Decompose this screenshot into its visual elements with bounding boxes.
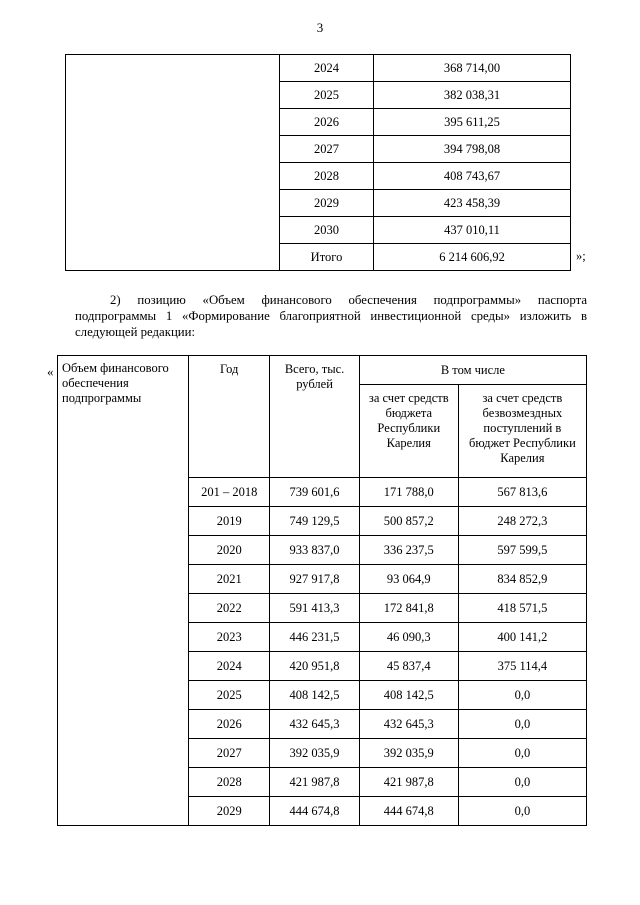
year-cell: 2026	[189, 710, 270, 739]
amount-cell: 408 743,67	[374, 163, 571, 190]
year-cell: 201 – 2018	[189, 478, 270, 507]
total-cell: 927 917,8	[270, 565, 359, 594]
total-cell: 591 413,3	[270, 594, 359, 623]
header-including: В том числе	[359, 356, 586, 385]
header-year: Год	[189, 356, 270, 478]
gratuitous-cell: 597 599,5	[458, 536, 586, 565]
gratuitous-cell: 567 813,6	[458, 478, 586, 507]
year-cell: 2026	[280, 109, 374, 136]
year-cell: 2028	[280, 163, 374, 190]
gratuitous-cell: 375 114,4	[458, 652, 586, 681]
budget-cell: 500 857,2	[359, 507, 458, 536]
header-total: Всего, тыс. рублей	[270, 356, 359, 478]
budget-cell: 421 987,8	[359, 768, 458, 797]
year-cell: 2029	[280, 190, 374, 217]
total-cell: 408 142,5	[270, 681, 359, 710]
year-cell: Итого	[280, 244, 374, 271]
budget-cell: 432 645,3	[359, 710, 458, 739]
year-cell: 2019	[189, 507, 270, 536]
year-cell: 2021	[189, 565, 270, 594]
year-cell: 2027	[280, 136, 374, 163]
total-cell: 432 645,3	[270, 710, 359, 739]
year-cell: 2022	[189, 594, 270, 623]
amount-cell: 368 714,00	[374, 55, 571, 82]
amount-cell: 423 458,39	[374, 190, 571, 217]
year-cell: 2020	[189, 536, 270, 565]
gratuitous-cell: 0,0	[458, 797, 586, 826]
header-gratuitous: за счет средств безвозмездных поступлений в бюджет Республики Карелия	[458, 385, 586, 478]
total-cell: 421 987,8	[270, 768, 359, 797]
budget-cell: 45 837,4	[359, 652, 458, 681]
header-budget: за счет средств бюджета Республики Карелия	[359, 385, 458, 478]
total-cell: 392 035,9	[270, 739, 359, 768]
header-row	[58, 356, 587, 385]
total-cell: 446 231,5	[270, 623, 359, 652]
budget-cell: 172 841,8	[359, 594, 458, 623]
financing-table-continued	[65, 54, 571, 271]
year-cell: 2029	[189, 797, 270, 826]
budget-cell: 46 090,3	[359, 623, 458, 652]
amount-cell: 395 611,25	[374, 109, 571, 136]
year-cell: 2025	[189, 681, 270, 710]
total-cell: 739 601,6	[270, 478, 359, 507]
year-cell: 2024	[280, 55, 374, 82]
budget-cell: 392 035,9	[359, 739, 458, 768]
year-cell: 2027	[189, 739, 270, 768]
gratuitous-cell: 248 272,3	[458, 507, 586, 536]
gratuitous-cell: 400 141,2	[458, 623, 586, 652]
total-cell: 749 129,5	[270, 507, 359, 536]
year-cell: 2030	[280, 217, 374, 244]
budget-cell: 93 064,9	[359, 565, 458, 594]
budget-cell: 444 674,8	[359, 797, 458, 826]
amount-cell: 6 214 606,92	[374, 244, 571, 271]
page-number: 3	[316, 20, 324, 35]
year-cell: 2025	[280, 82, 374, 109]
subprogram-financing-table	[57, 355, 587, 826]
year-cell: 2023	[189, 623, 270, 652]
total-cell: 420 951,8	[270, 652, 359, 681]
row-label: Объем финансового обеспечения подпрограммы	[58, 356, 189, 826]
amount-cell: 394 798,08	[374, 136, 571, 163]
total-cell: 933 837,0	[270, 536, 359, 565]
budget-cell: 336 237,5	[359, 536, 458, 565]
gratuitous-cell: 418 571,5	[458, 594, 586, 623]
total-cell: 444 674,8	[270, 797, 359, 826]
year-cell: 2024	[189, 652, 270, 681]
amendment-paragraph: 2) позицию «Объем финансового обеспечения подпрограммы» паспорта подпрограммы 1 «Формирование благоприятной инвестиционной среды» изложить в следующей редакции:	[75, 293, 587, 339]
table-row	[66, 55, 571, 82]
year-cell: 2028	[189, 768, 270, 797]
gratuitous-cell: 0,0	[458, 768, 586, 797]
closing-quote-suffix: »;	[576, 249, 586, 263]
budget-cell: 408 142,5	[359, 681, 458, 710]
budget-cell: 171 788,0	[359, 478, 458, 507]
amount-cell: 437 010,11	[374, 217, 571, 244]
amount-cell: 382 038,31	[374, 82, 571, 109]
gratuitous-cell: 0,0	[458, 739, 586, 768]
gratuitous-cell: 0,0	[458, 710, 586, 739]
gratuitous-cell: 0,0	[458, 681, 586, 710]
empty-label-cell	[66, 55, 280, 271]
gratuitous-cell: 834 852,9	[458, 565, 586, 594]
opening-quote: «	[47, 364, 54, 379]
